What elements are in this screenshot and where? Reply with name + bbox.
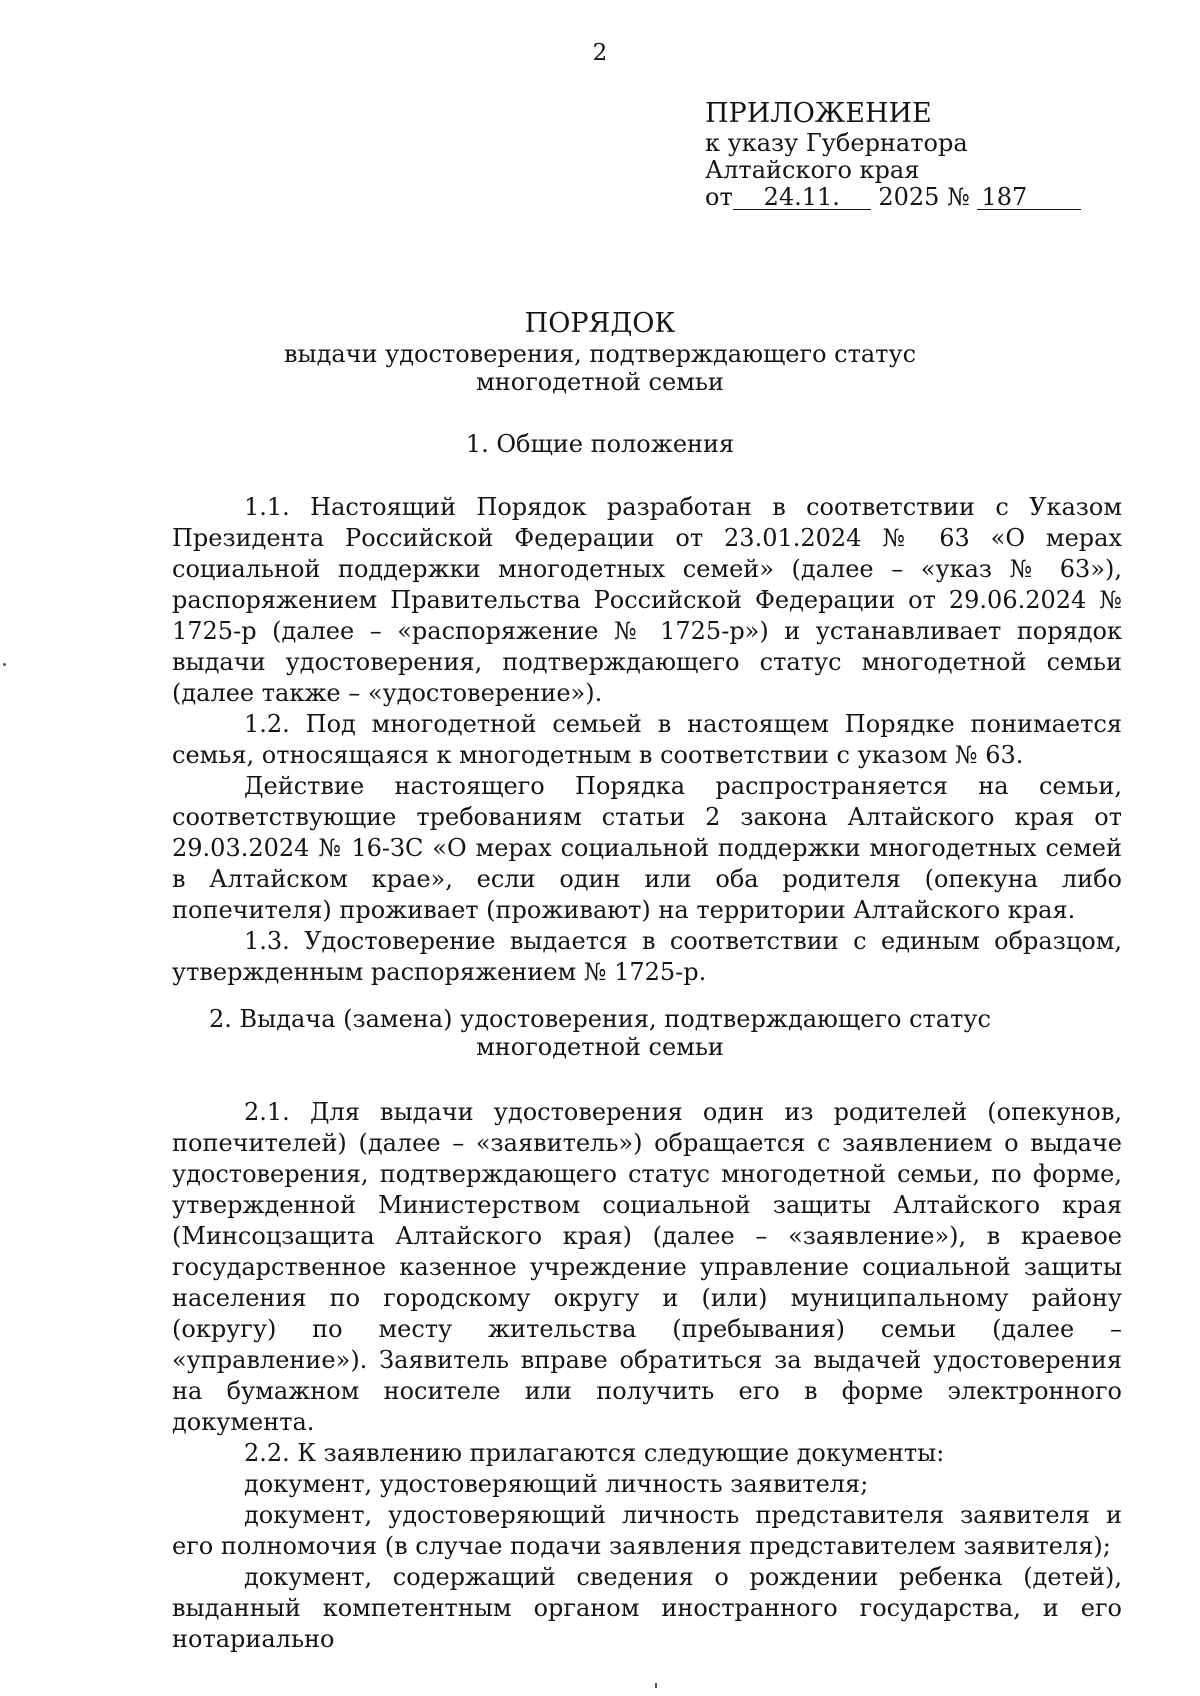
appendix-date-line bbox=[705, 184, 1125, 211]
section-2-heading bbox=[0, 1005, 1200, 1061]
section-2-heading-line-1: 2. Выдача (замена) удостоверения, подтверждающего статус bbox=[209, 1005, 991, 1033]
section-1-heading: 1. Общие положения bbox=[465, 430, 735, 458]
scan-mark bbox=[3, 663, 6, 666]
decree-date: 24.11. bbox=[733, 185, 871, 210]
from-label: от bbox=[705, 183, 733, 211]
section-2-heading-line-2: многодетной семьи bbox=[476, 1033, 724, 1061]
section-2-body bbox=[172, 1097, 1122, 1655]
section-1-body bbox=[172, 492, 1122, 988]
appendix-heading: ПРИЛОЖЕНИЕ bbox=[705, 98, 932, 129]
paragraph-1-3: 1.3. Удостоверение выдается в соответствии с единым образцом, утвержденным распоряжением № 1725-р. bbox=[172, 927, 1122, 986]
title-main: ПОРЯДОК bbox=[524, 308, 676, 339]
paragraph-2-1: 2.1. Для выдачи удостоверения один из родителей (опекунов, попечителей) (далее – «заявитель») обращается с заявлением о выдаче удостоверения, подтверждающего статус многодетной семьи, по форме, утвержденной Министерством социальной защиты Алтайского края (Минсоцзащита Алтайского края) (далее – «заявление»), в краевое государственное казенное учреждение управление социальной защиты населения по городскому округу и (или) муниципальному району (округу) по месту жительства (пребывания) семьи (далее – «управление»). Заявитель вправе обратиться за выдачей удостоверения на бумажном носителе или получить его в форме электронного документа. bbox=[172, 1098, 1122, 1436]
list-item-birth-document: документ, содержащий сведения о рождении ребенка (детей), выданный компетентным органом иностранного государства, и его нотариально bbox=[172, 1563, 1122, 1653]
paragraph-1-2-scope: Действие настоящего Порядка распространяется на семьи, соответствующие требованиям статьи 2 закона Алтайского края от 29.03.2024 № 16-ЗС «О мерах социальной поддержки многодетных семей в Алтайском крае», если один или оба родителя (опекуна либо попечителя) проживает (проживают) на территории Алтайского края. bbox=[172, 772, 1122, 924]
scan-mark-bottom bbox=[655, 1683, 657, 1688]
decree-number: 187 bbox=[977, 185, 1081, 210]
appendix-line-1: к указу Губернатора bbox=[705, 129, 968, 157]
paragraph-1-1: 1.1. Настоящий Порядок разработан в соответствии с Указом Президента Российской Федерации от 23.01.2024 № 63 «О мерах социальной поддержки многодетных семей» (далее – «указ № 63»), распоряжением Правительства Российской Федерации от 29.06.2024 № 1725-р (далее – «распоряжение № 1725-р») и устанавливает порядок выдачи удостоверения, подтверждающего статус многодетной семьи (далее также – «удостоверение»). bbox=[172, 493, 1122, 707]
appendix-block bbox=[705, 98, 1125, 211]
document-title bbox=[0, 308, 1200, 396]
title-line-1: выдачи удостоверения, подтверждающего статус bbox=[283, 340, 917, 368]
page-number: 2 bbox=[592, 40, 608, 66]
paragraph-1-2: 1.2. Под многодетной семьей в настоящем Порядке понимается семья, относящаяся к многодетным в соответствии с указом № 63. bbox=[172, 710, 1122, 769]
appendix-line-2: Алтайского края bbox=[705, 156, 920, 184]
paragraph-2-2: 2.2. К заявлению прилагаются следующие документы: bbox=[244, 1439, 945, 1467]
number-sign: № bbox=[947, 183, 970, 211]
list-item-representative-document: документ, удостоверяющий личность представителя заявителя и его полномочия (в случае подачи заявления представителем заявителя); bbox=[172, 1501, 1122, 1560]
title-line-2: многодетной семьи bbox=[476, 368, 724, 396]
decree-year: 2025 bbox=[878, 183, 940, 211]
list-item-identity-document: документ, удостоверяющий личность заявителя; bbox=[244, 1470, 869, 1498]
